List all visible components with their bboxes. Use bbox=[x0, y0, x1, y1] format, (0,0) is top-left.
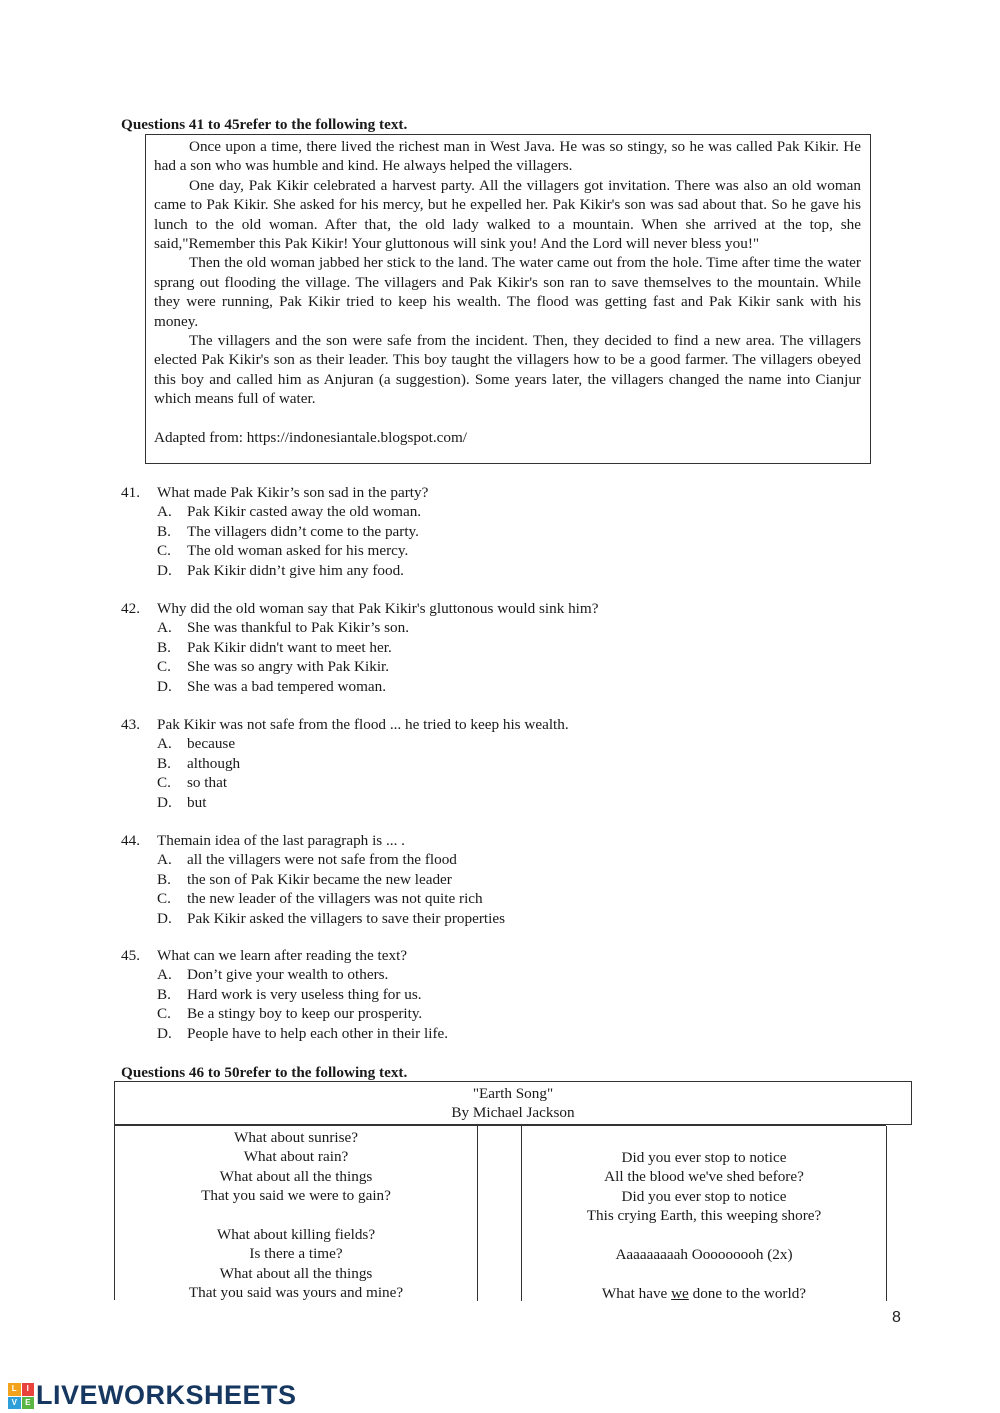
paragraph-2: One day, Pak Kikir celebrated a harvest party. All the villagers got invitation. There was also an old woman came to Pak Kikir. She asked for his mercy, but he expelled her. Pak Kikir's son was sad about that. So he gave his lunch to the old woman. After that, the old lady walked to a mountain. When she arrived at the top, she said,"Remember this Pak Kikir! Your gluttonous will sink you! And the Lord will never bless you!" bbox=[154, 176, 861, 253]
lyric-line: Is there a time? bbox=[249, 1245, 343, 1263]
lyric-line: This crying Earth, this weeping shore? bbox=[586, 1207, 822, 1225]
lyrics-table bbox=[114, 1125, 886, 1300]
song-author: By Michael Jackson bbox=[451, 1104, 575, 1122]
lyric-gap bbox=[522, 1226, 886, 1245]
lyrics-right-column bbox=[522, 1126, 887, 1301]
option-b: B. Hard work is very useless thing for us. bbox=[157, 985, 422, 1003]
question-44 bbox=[121, 831, 881, 928]
option-d: D. Pak Kikir didn’t give him any food. bbox=[157, 561, 404, 579]
question-41 bbox=[121, 483, 881, 580]
paragraph-4: The villagers and the son were safe from the incident. Then, they decided to find a new area. The villagers elected Pak Kikir's son as their leader. This boy taught the villagers how to be a good farmer. The villagers obeyed this boy and called him as Anjuran (a suggestion). Some years later, the villagers changed the name into Cianjur which means full of water. bbox=[154, 332, 861, 408]
option-b: B. the son of Pak Kikir became the new leader bbox=[157, 870, 452, 888]
source-citation: Adapted from: https://indonesiantale.blogspot.com/ bbox=[154, 428, 467, 446]
option-a: A. She was thankful to Pak Kikir’s son. bbox=[157, 619, 410, 637]
lyric-line: Did you ever stop to notice bbox=[621, 1149, 787, 1166]
question-42 bbox=[121, 599, 881, 696]
lyric-line: What about rain? bbox=[243, 1148, 349, 1166]
option-c: C. so that bbox=[157, 774, 228, 792]
question-stem: Pak Kikir was not safe from the flood ... he tried to keep his wealth. bbox=[157, 716, 569, 733]
lyric-line: That you said we were to gain? bbox=[201, 1187, 391, 1205]
question-stem: Why did the old woman say that Pak Kikir's gluttonous would sink him? bbox=[157, 600, 599, 617]
option-a: A. Don’t give your wealth to others. bbox=[157, 966, 389, 984]
option-c: C. The old woman asked for his mercy. bbox=[157, 542, 409, 560]
option-a: A. Pak Kikir casted away the old woman. bbox=[157, 503, 422, 521]
question-number: 43. bbox=[121, 716, 140, 733]
lyric-line: That you said was yours and mine? bbox=[188, 1284, 404, 1302]
logo-mark-icon: L I V E bbox=[8, 1383, 34, 1409]
liveworksheets-logo bbox=[8, 1381, 297, 1411]
lyric-line: What have we done to the world? bbox=[601, 1284, 807, 1302]
paragraph-3: Then the old woman jabbed her stick to the land. The water came out from the hole. Time after time the water sprang out flooding the village. The villagers and Pak Kikir's son ran to save themselves to the mountain. While they were running, Pak Kikir tried to keep his wealth. The flood was getting fast and Pak Kikir sank with his money. bbox=[154, 254, 861, 330]
lyric-line: Aaaaaaaaah Ooooooooh (2x) bbox=[615, 1246, 793, 1264]
option-c: C. the new leader of the villagers was not quite rich bbox=[157, 890, 483, 908]
option-d: D. but bbox=[157, 793, 207, 811]
option-c: C. Be a stingy boy to keep our prosperity. bbox=[157, 1005, 423, 1023]
question-number: 44. bbox=[121, 832, 140, 849]
option-a: A. all the villagers were not safe from the flood bbox=[157, 851, 457, 869]
lyrics-left-column bbox=[115, 1126, 477, 1301]
lyric-line: What about sunrise? bbox=[234, 1129, 358, 1146]
option-c: C. She was so angry with Pak Kikir. bbox=[157, 658, 390, 676]
lyric-line: All the blood we've shed before? bbox=[604, 1168, 804, 1186]
lyric-line: What about all the things bbox=[219, 1264, 373, 1282]
option-d: D. Pak Kikir asked the villagers to save their properties bbox=[157, 909, 506, 927]
question-number: 41. bbox=[121, 484, 140, 501]
question-number: 45. bbox=[121, 947, 140, 964]
section-heading-46-50: Questions 46 to 50refer to the following text. bbox=[121, 1064, 408, 1081]
question-45 bbox=[121, 946, 881, 1043]
lyrics-middle-column bbox=[477, 1126, 522, 1301]
logo-text: LIVEWORKSHEETS bbox=[36, 1380, 297, 1411]
option-a: A. because bbox=[157, 735, 236, 753]
option-b: B. Pak Kikir didn't want to meet her. bbox=[157, 638, 392, 656]
lyric-line: What about all the things bbox=[219, 1167, 373, 1185]
question-43 bbox=[121, 715, 881, 812]
reading-text-box bbox=[145, 134, 871, 464]
paragraph-1: Once upon a time, there lived the richest man in West Java. He was so stingy, so he was called Pak Kikir. He had a son who was humble and kind. He always helped the villagers. bbox=[154, 138, 861, 175]
page-number: 8 bbox=[892, 1309, 901, 1326]
lyric-line: Did you ever stop to notice bbox=[621, 1187, 787, 1205]
lyric-line: What about killing fields? bbox=[216, 1226, 376, 1244]
lyric-gap bbox=[522, 1264, 886, 1283]
option-d: D. She was a bad tempered woman. bbox=[157, 677, 387, 695]
song-title-box bbox=[114, 1081, 912, 1125]
question-number: 42. bbox=[121, 600, 140, 617]
question-stem: Themain idea of the last paragraph is ... . bbox=[157, 832, 405, 849]
lyric-gap bbox=[115, 1206, 477, 1225]
section-heading-41-45: Questions 41 to 45refer to the following text. bbox=[121, 116, 408, 133]
option-d: D. People have to help each other in their life. bbox=[157, 1024, 449, 1042]
option-b: B. although bbox=[157, 754, 241, 772]
question-stem: What can we learn after reading the text? bbox=[157, 947, 408, 964]
underlined-word: we bbox=[671, 1284, 689, 1302]
option-b: B. The villagers didn’t come to the party. bbox=[157, 522, 419, 540]
question-stem: What made Pak Kikir’s son sad in the party? bbox=[157, 484, 429, 501]
song-title: "Earth Song" bbox=[472, 1085, 554, 1102]
